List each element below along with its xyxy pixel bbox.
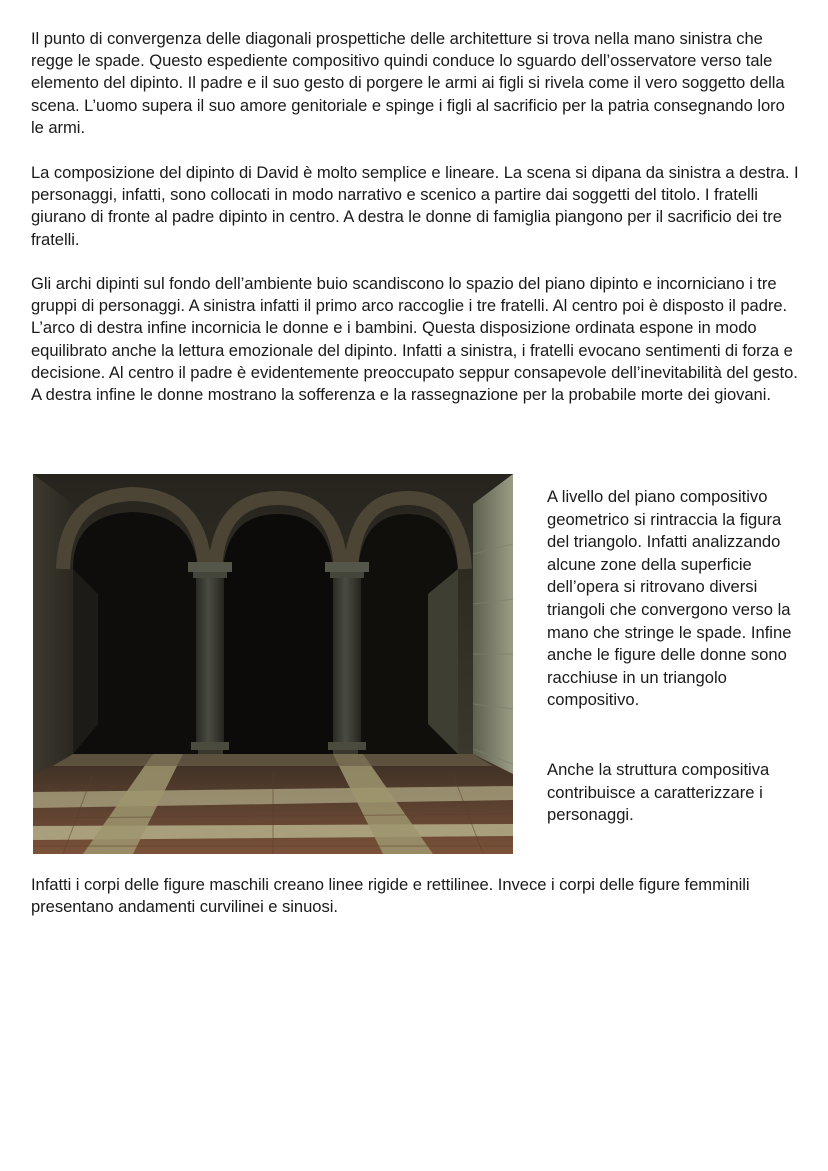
paragraph-arches: Gli archi dipinti sul fondo dell’ambiente buio scandiscono lo spazio del piano dipinto e incorniciano i tre gruppi di personaggi. A sinistra infatti il primo arco raccoglie i tre fratelli. Al centro poi è disposto il padre. L’arco di destra infine incornicia le donne e i bambini. Questa disposizione ordinata espone in modo equilibrato anche la lettura emozionale del dipinto. Infatti a sinistra, i fratelli evocano sentimenti di forza e decisione. Al centro il padre è evidentemente preoccupato seppur consapevole dell’inevitabilità del gesto. A destra infine le donne mostrano la sofferenza e la rassegnazione per la probabile morte dei giovani. — [31, 274, 798, 405]
side-text-triangle: A livello del piano compositivo geometrico si rintraccia la figura del triangolo. Infatti analizzando alcune zone della superficie dell’opera si ritrovano diversi triangoli che convergono verso la mano che stringe le spade. Infine anche le figure delle donne sono racchiuse in un triangolo compositivo. — [547, 487, 792, 710]
arches-illustration — [33, 474, 513, 854]
paragraph-figures-lines: Infatti i corpi delle figure maschili creano linee rigide e rettilinee. Invece i corpi delle figure femminili presentano andamenti curvilinei e sinuosi. — [31, 875, 750, 917]
side-text-structure: Anche la struttura compositiva contribuisce a caratterizzare i personaggi. — [547, 760, 770, 825]
painting-background-arches-image — [33, 474, 513, 854]
paragraph-perspective-convergence: Il punto di convergenza delle diagonali prospettiche delle architetture si trova nella mano sinistra che regge le spade. Questo espediente compositivo quindi conduce lo sguardo dell’osservatore verso tale elemento del dipinto. Il padre e il suo gesto di porgere le armi ai figli si rivela come il vero soggetto della scena. L’uomo supera il suo amore genitoriale e spinge i figli al sacrificio per la patria consegnando loro le armi. — [31, 29, 785, 137]
paragraph-composition: La composizione del dipinto di David è molto semplice e lineare. La scena si dipana da sinistra a destra. I personaggi, infatti, sono collocati in modo narrativo e scenico a partire dai soggetti del titolo. I fratelli giurano di fronte al padre dipinto in centro. A destra le donne di famiglia piangono per il sacrificio dei tre fratelli. — [31, 163, 799, 249]
